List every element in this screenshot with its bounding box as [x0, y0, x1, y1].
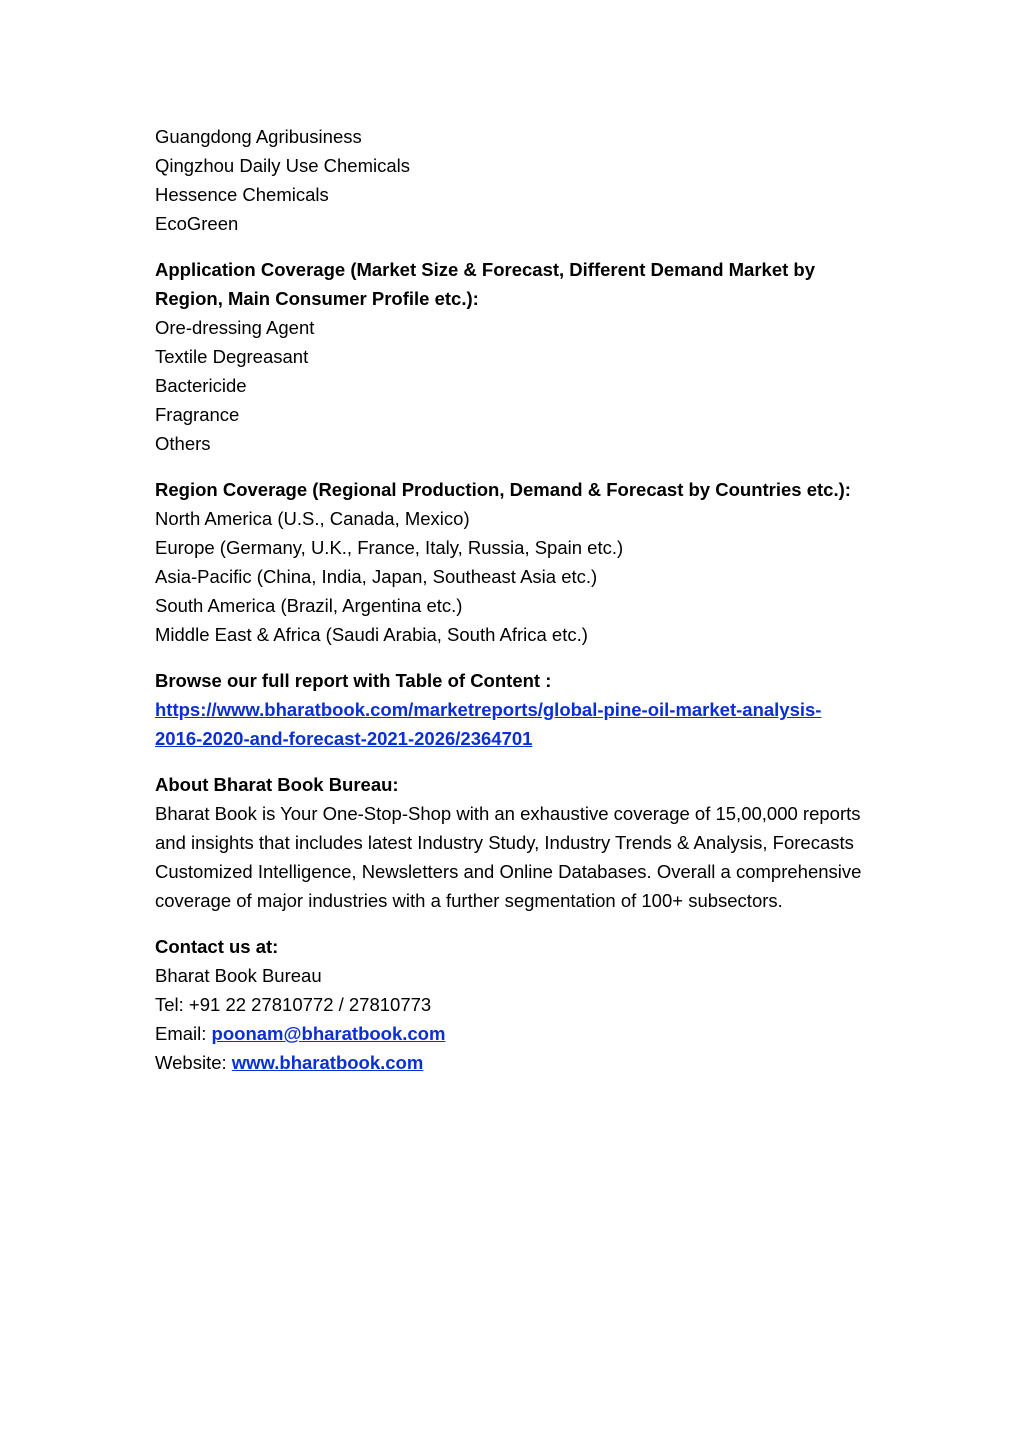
region-item: Asia-Pacific (China, India, Japan, Southeast Asia etc.) — [155, 566, 598, 587]
contact-website-row — [155, 1048, 895, 1077]
region-item: South America (Brazil, Argentina etc.) — [155, 595, 463, 616]
application-item: Bactericide — [155, 375, 247, 396]
application-coverage-heading: Application Coverage (Market Size & Forecast, Different Demand Market by Region, Main Consumer Profile etc.): — [155, 259, 816, 309]
application-item: Others — [155, 433, 211, 454]
application-coverage-section — [155, 255, 895, 458]
contact-tel: Tel: +91 22 27810772 / 27810773 — [155, 994, 432, 1015]
report-heading: Browse our full report with Table of Content : — [155, 670, 552, 691]
region-coverage-section — [155, 475, 895, 649]
email-label: Email: — [155, 1023, 212, 1044]
email-link[interactable]: poonam@bharatbook.com — [211, 1023, 446, 1044]
document-body — [155, 122, 895, 1077]
company-item: Qingzhou Daily Use Chemicals — [155, 155, 410, 176]
report-url-link[interactable] — [155, 695, 895, 753]
contact-heading: Contact us at: — [155, 936, 279, 957]
company-item: Hessence Chemicals — [155, 184, 329, 205]
report-section — [155, 666, 895, 753]
report-url-line-1: https://www.bharatbook.com/marketreports/global-pine-oil-market-analysis- — [155, 699, 822, 720]
company-item: Guangdong Agribusiness — [155, 126, 362, 147]
company-item: EcoGreen — [155, 213, 239, 234]
report-url-line-2: 2016-2020-and-forecast-2021-2026/2364701 — [155, 728, 533, 749]
about-section — [155, 770, 895, 915]
application-item: Fragrance — [155, 404, 240, 425]
contact-email-row — [155, 1019, 895, 1048]
website-link[interactable]: www.bharatbook.com — [231, 1052, 424, 1073]
region-item: North America (U.S., Canada, Mexico) — [155, 508, 470, 529]
about-body: Bharat Book is Your One-Stop-Shop with an exhaustive coverage of 15,00,000 reports and insights that includes latest Industry Study, Industry Trends & Analysis, Forecasts Customized Intelligence, Newsletters and Online Databases. Overall a comprehensive coverage of major industries with a further segmentation of 100+ subsectors. — [155, 803, 862, 911]
contact-company: Bharat Book Bureau — [155, 965, 322, 986]
application-item: Textile Degreasant — [155, 346, 309, 367]
about-heading: About Bharat Book Bureau: — [155, 774, 399, 795]
region-coverage-heading: Region Coverage (Regional Production, Demand & Forecast by Countries etc.): — [155, 479, 851, 500]
company-list — [155, 122, 895, 238]
region-item: Middle East & Africa (Saudi Arabia, South Africa etc.) — [155, 624, 588, 645]
contact-section — [155, 932, 895, 1077]
website-label: Website: — [155, 1052, 232, 1073]
region-item: Europe (Germany, U.K., France, Italy, Russia, Spain etc.) — [155, 537, 624, 558]
application-item: Ore-dressing Agent — [155, 317, 315, 338]
